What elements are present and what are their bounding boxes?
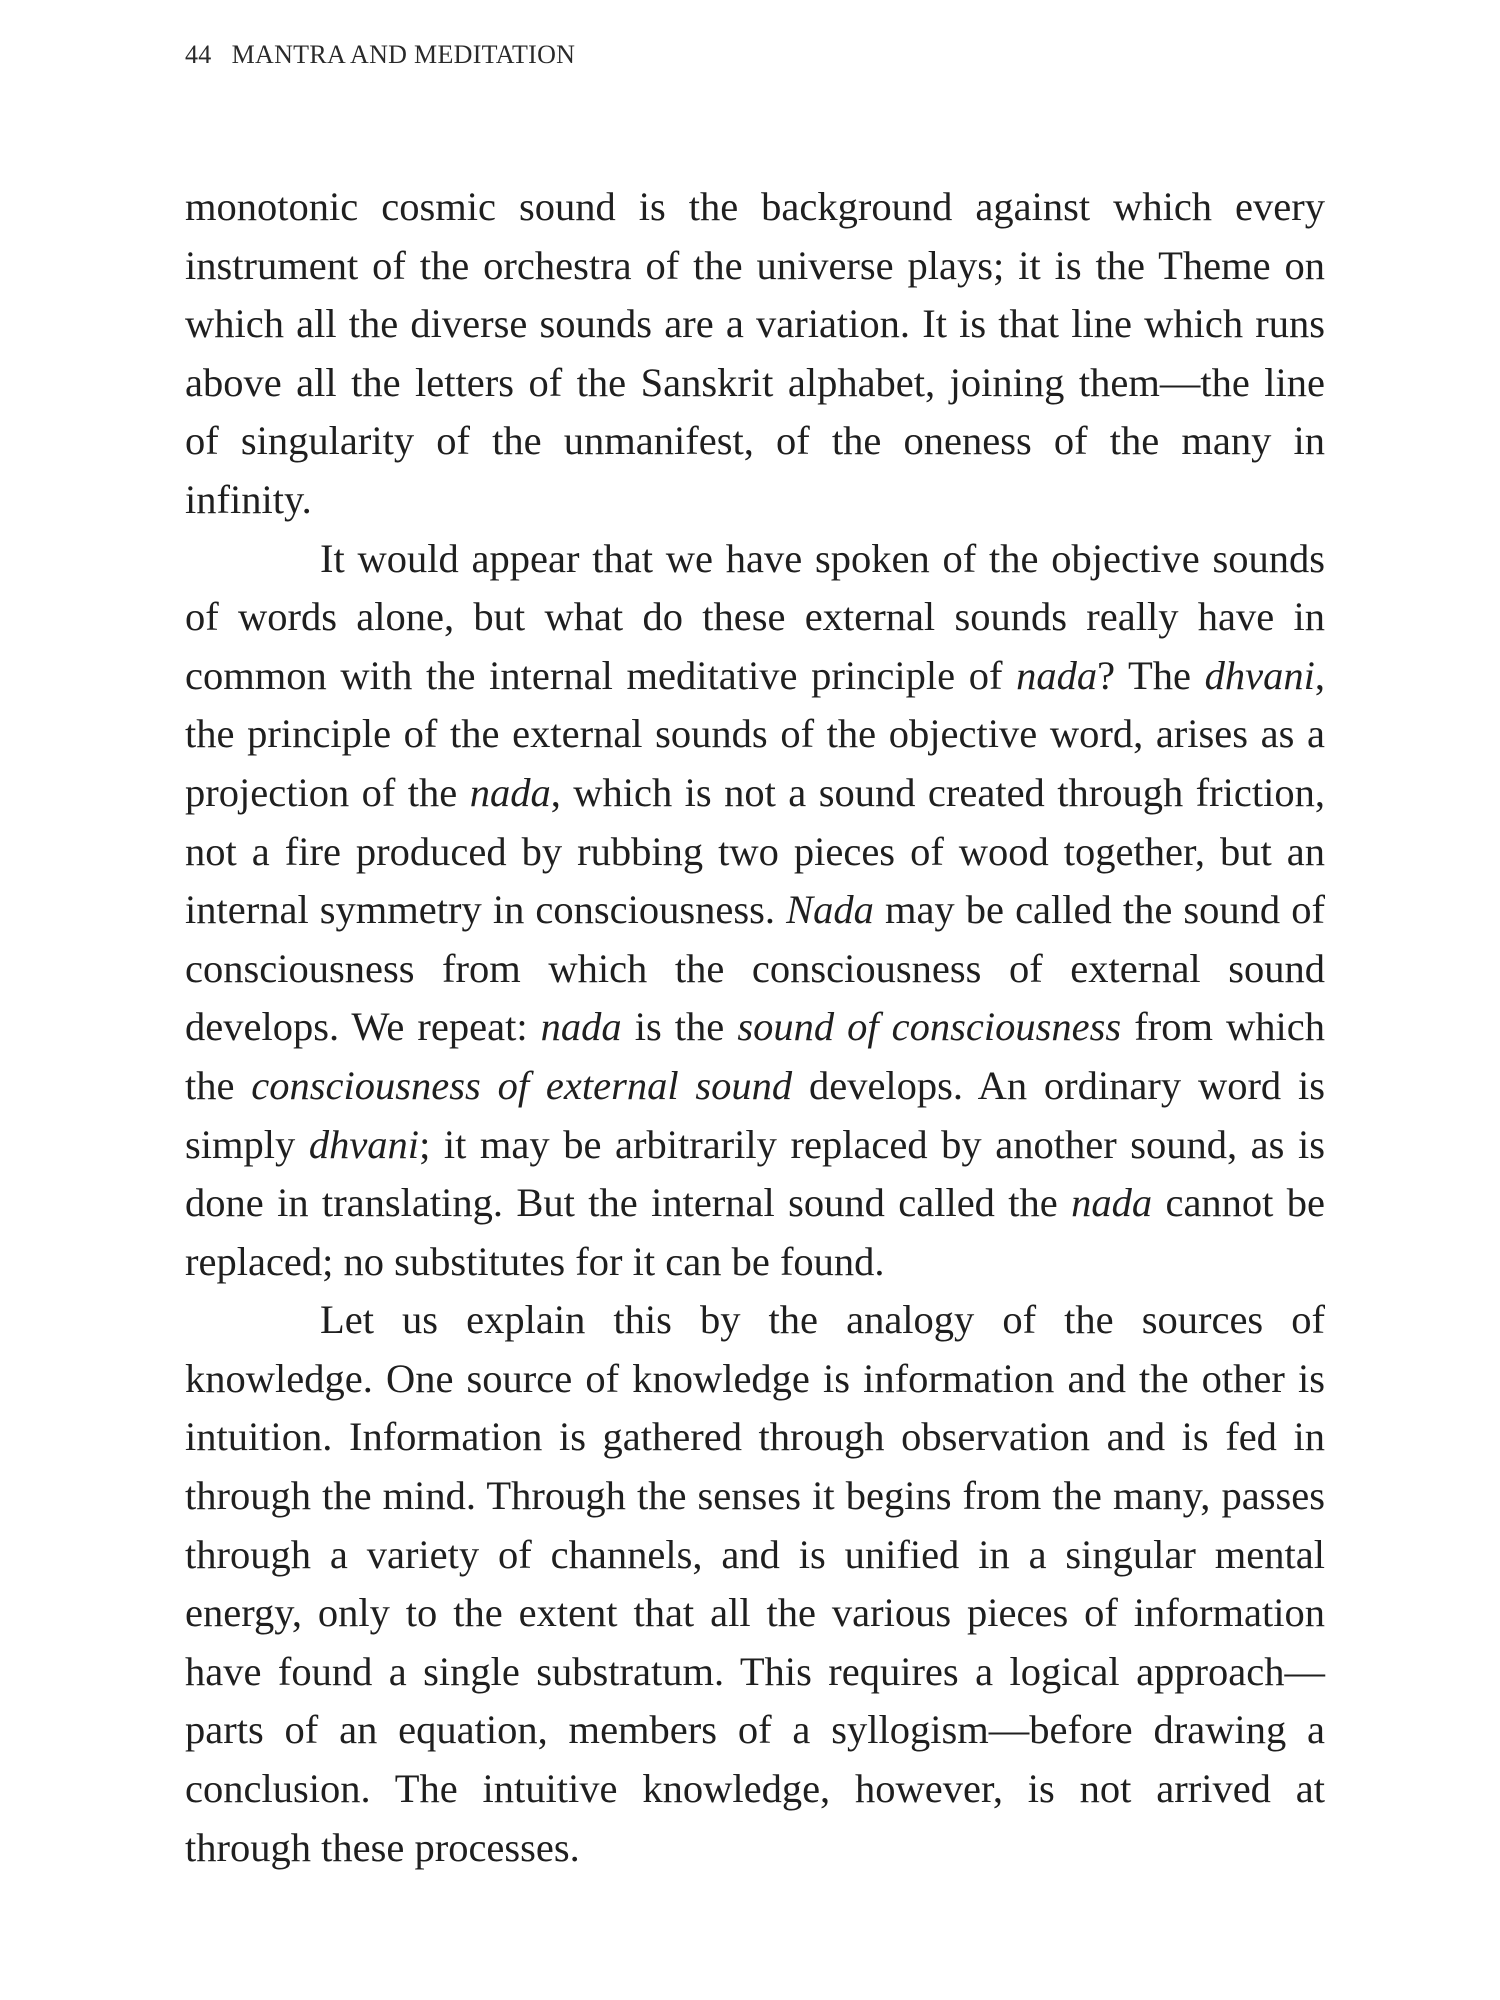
italic-term: nada [1071,1180,1153,1226]
italic-phrase: sound of consciousness [737,1004,1122,1050]
text-run: , which is not a sound created through friction, not a fire produced by rubbing two pieces of wood together, but an internal symmetry in consciousness. [185,769,1325,933]
body-text [185,178,1325,1877]
text-run: cannot be replaced; no substitutes for it can be found. [185,1180,1325,1284]
italic-term: nada [469,769,551,815]
paragraph-3: Let us explain this by the analogy of the sources of knowledge. One source of knowledge is information and the other is intuition. Information is gathered through observation and is fed in through the mind. Through the senses it begins from the many, passes through a variety of channels, and is unified in a singular mental energy, only to the extent that all the various pieces of information have found a single substratum. This requires a logical approach—parts of an equation, members of a syllogism—before drawing a conclusion. The intuitive knowledge, however, is not arrived at through these processes. [185,1297,1325,1870]
italic-term: nada [540,1004,622,1050]
italic-phrase: consciousness of external sound [251,1062,793,1108]
page-number: 44 [185,40,212,69]
text-run: ? The [1097,652,1205,698]
italic-term: Nada [786,887,874,933]
italic-term: dhvani [308,1121,420,1167]
italic-term: dhvani [1204,652,1315,698]
text-run: from which the [185,1004,1325,1108]
paragraph-1: monotonic cosmic sound is the background against which every instrument of the orchestra of the universe plays; it is the Theme on which all the diverse sounds are a variation. It is that line which runs above all the letters of the Sanskrit alphabet, joining them—the line of singularity of the unmanifest, of the oneness of the many in infinity. [185,184,1325,522]
running-title: MANTRA AND MEDITATION [231,40,576,69]
text-run: It would appear that we have spoken of the objective sounds of words alone, but what do these external sounds really have in common with the internal meditative principle of [185,535,1325,698]
text-run: may be called the sound of consciousness from which the consciousness of external sound develops. We repeat: [185,887,1325,1050]
running-header [185,40,575,70]
text-run: , the principle of the external sounds of the objective word, arises as a projection of the [185,652,1325,815]
italic-term: nada [1016,652,1098,698]
paragraph-2 [185,530,1325,1292]
text-run: ; it may be arbitrarily replaced by another sound, as is done in translating. But the internal sound called the [185,1121,1325,1226]
text-run: develops. An ordinary word is simply [185,1062,1325,1167]
text-run: is the [621,1004,738,1050]
